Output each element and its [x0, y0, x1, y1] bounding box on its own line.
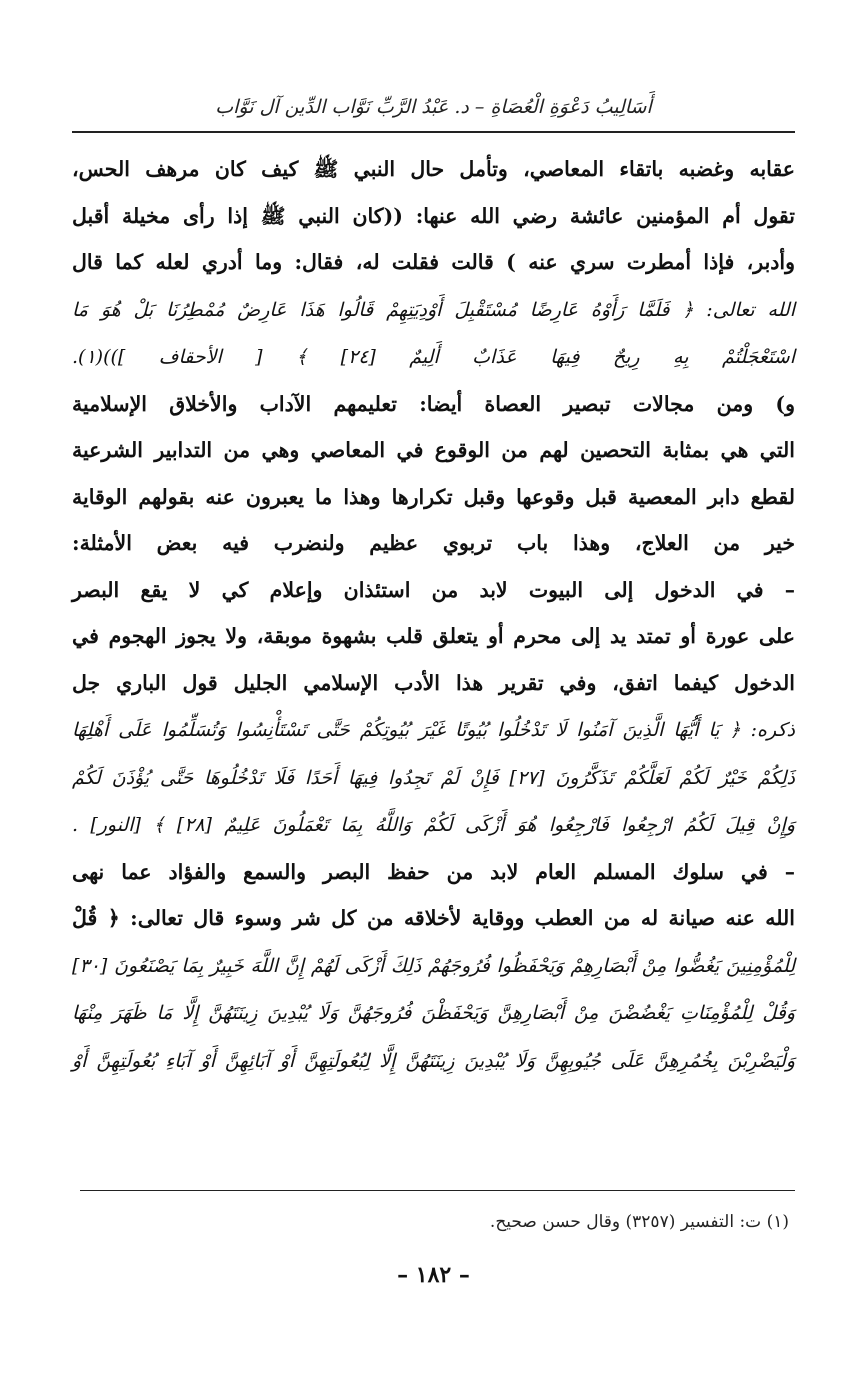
quran-verse-line: وَلْيَضْرِبْنَ بِخُمُرِهِنَّ عَلَى جُيُوبِهِنَّ وَلَا يُبْدِينَ زِينَتَهُنَّ إِلَّا لِبُعُولَتِهِنَّ أَوْ آبَائِهِنَّ أَوْ آبَاءِ بُعُولَتِهِنَّ أَوْ	[72, 1049, 795, 1072]
text-line: – في الدخول إلى البيوت لابد من استئذان وإعلام كي لا يقع البصر	[72, 577, 795, 602]
paragraph-1	[72, 146, 795, 381]
footnote-divider	[80, 1190, 795, 1191]
quran-verse-line: ذَلِكُمْ خَيْرٌ لَكُمْ لَعَلَّكُمْ تَذَكَّرُونَ [٢٧] فَإِنْ لَمْ تَجِدُوا فِيهَا أَحَدًا فَلَا تَدْخُلُوهَا حَتَّى يُؤْذَنَ لَكُمْ	[72, 766, 795, 789]
text-line: على عورة أو تمتد يد إلى محرم أو يتعلق قلب بشهوة موبقة، ولا يجوز الهجوم في	[72, 624, 795, 648]
footnote: (١) ت: التفسير (٣٢٥٧) وقال حسن صحيح.	[489, 1212, 789, 1232]
running-header: أَسَالِيبُ دَعْوَةِ الْعُصَاةِ – د. عَبْدُ الرَّبِّ نَوَّاب الدِّين آل نَوَّاب	[215, 96, 652, 118]
main-text	[72, 146, 795, 1084]
text-line: تقول أم المؤمنين عائشة رضي الله عنها: ((كان النبي ﷺ إذا رأى مخيلة أقبل	[72, 203, 795, 228]
quran-verse-line: وَإِنْ قِيلَ لَكُمُ ارْجِعُوا فَارْجِعُوا هُوَ أَزْكَى لَكُمْ وَاللَّهُ بِمَا تَعْمَلُونَ عَلِيمٌ [٢٨] ﴾ [النور] .	[72, 814, 795, 836]
text-line: الله عنه صيانة له من العطب ووقاية لأخلاقه من كل شر وسوء قال تعالى: ﴿ قُلْ	[72, 906, 795, 930]
text-line: وأدبر، فإذا أمطرت سري عنه ) قالت فقلت له، فقال: وما أدري لعله كما قال	[72, 250, 795, 274]
quran-verse-line: الله تعالى: ﴿ فَلَمَّا رَأَوْهُ عَارِضًا مُسْتَقْبِلَ أَوْدِيَتِهِمْ قَالُوا هَذَا عَارِضٌ مُمْطِرُنَا بَلْ هُوَ مَا	[72, 298, 795, 321]
quran-verse-line: ذكره: ﴿ يَا أَيُّهَا الَّذِينَ آمَنُوا لَا تَدْخُلُوا بُيُوتًا غَيْرَ بُيُوتِكُمْ حَتَّى تَسْتَأْنِسُوا وَتُسَلِّمُوا عَلَى أَهْلِهَا	[72, 719, 795, 741]
text-line: لقطع دابر المعصية قبل وقوعها وقبل تكرارها وهذا ما يعبرون عنه بقولهم الوقاية	[72, 484, 795, 509]
quran-verse-line: اسْتَعْجَلْتُمْ بِهِ رِيحٌ فِيهَا عَذَابٌ أَلِيمٌ [٢٤] ﴾ [ الأحقاف ]))(١).	[72, 346, 795, 368]
text-line: عقابه وغضبه باتقاء المعاصي، وتأمل حال النبي ﷺ كيف كان مرهف الحس،	[72, 157, 795, 181]
paragraph-4	[72, 849, 795, 1085]
quran-verse-line: لِلْمُؤْمِنِينَ يَغُضُّوا مِنْ أَبْصَارِهِمْ وَيَحْفَظُوا فُرُوجَهُمْ ذَلِكَ أَزْكَى لَهُمْ إِنَّ اللَّهَ خَبِيرٌ بِمَا يَصْنَعُونَ [٣٠]	[72, 954, 795, 977]
text-line: التي هي بمثابة التحصين لهم من الوقوع في المعاصي وهي من التدابير الشرعية	[72, 438, 795, 462]
text-line: و) ومن مجالات تبصير العصاة أيضا: تعليمهم الآداب والأخلاق الإسلامية	[72, 391, 795, 416]
text-line: – في سلوك المسلم العام لابد من حفظ البصر والسمع والفؤاد عما نهى	[72, 859, 795, 884]
quran-verse-line: وَقُلْ لِلْمُؤْمِنَاتِ يَغْضُضْنَ مِنْ أَبْصَارِهِنَّ وَيَحْفَظْنَ فُرُوجَهُنَّ وَلَا يُبْدِينَ زِينَتَهُنَّ إِلَّا مَا ظَهَرَ مِنْهَا	[72, 1002, 795, 1024]
header-divider	[72, 131, 795, 133]
text-line: الدخول كيفما اتفق، وفي تقرير هذا الأدب الإسلامي الجليل قول الباري جل	[72, 670, 795, 695]
text-line: خير من العلاج، وهذا باب تربوي عظيم ولنضرب فيه بعض الأمثلة:	[72, 531, 795, 555]
paragraph-3	[72, 567, 795, 849]
paragraph-2	[72, 381, 795, 567]
page-number: – ١٨٢ –	[397, 1262, 470, 1288]
